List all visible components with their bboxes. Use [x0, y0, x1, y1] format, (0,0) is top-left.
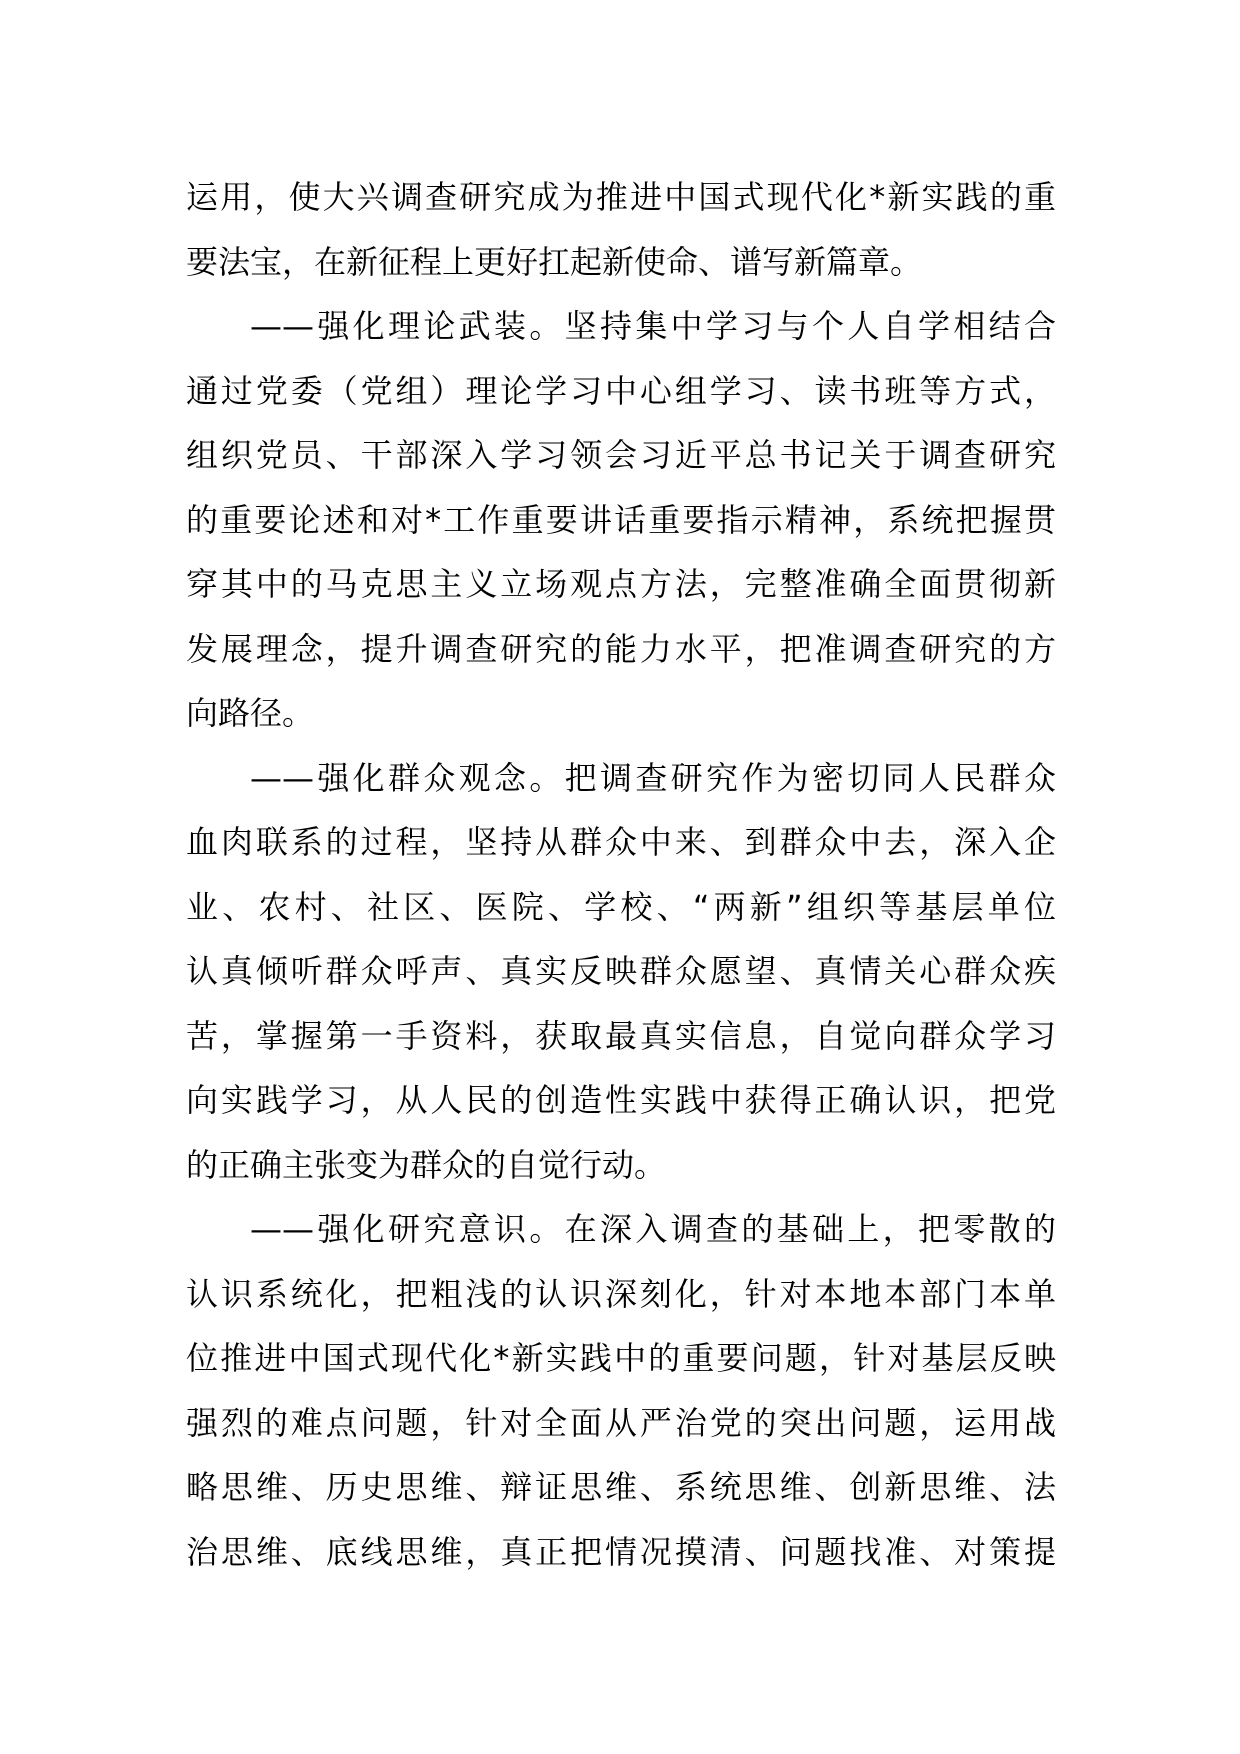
text-line: 向实践学习，从人民的创造性实践中获得正确认识，把党	[186, 1081, 1056, 1119]
text-line: 运用，使大兴调查研究成为推进中国式现代化*新实践的重	[186, 178, 1056, 216]
section-heading-line: ——强化群众观念。把调查研究作为密切同人民群众	[250, 758, 1056, 797]
text-line: 业、农村、社区、医院、学校、“两新”组织等基层单位	[186, 887, 1056, 926]
text-line: 的重要论述和对*工作重要讲话重要指示精神，系统把握贯	[186, 500, 1056, 539]
text-line: 向路径。	[186, 694, 315, 732]
text-line: 的正确主张变为群众的自觉行动。	[186, 1145, 667, 1184]
text-line: 治思维、底线思维，真正把情况摸清、问题找准、对策提	[186, 1532, 1056, 1571]
text-line: 组织党员、干部深入学习领会习近平总书记关于调查研究	[186, 436, 1056, 474]
section-heading-line: ——强化理论武装。坚持集中学习与个人自学相结合	[250, 307, 1056, 345]
text-line: 认识系统化，把粗浅的认识深刻化，针对本地本部门本单	[186, 1274, 1056, 1313]
text-line: 略思维、历史思维、辩证思维、系统思维、创新思维、法	[186, 1468, 1056, 1506]
document-body	[186, 165, 1056, 1584]
text-line: 认真倾听群众呼声、真实反映群众愿望、真情关心群众疾	[186, 952, 1056, 990]
text-line: 穿其中的马克思主义立场观点方法，完整准确全面贯彻新	[186, 565, 1056, 603]
text-line: 通过党委（党组）理论学习中心组学习、读书班等方式，	[186, 371, 1056, 410]
text-line: 苦，掌握第一手资料，获取最真实信息，自觉向群众学习	[186, 1016, 1056, 1055]
text-line: 血肉联系的过程，坚持从群众中来、到群众中去，深入企	[186, 823, 1056, 861]
text-line: 发展理念，提升调查研究的能力水平，把准调查研究的方	[186, 629, 1056, 668]
text-line: 要法宝，在新征程上更好扛起新使命、谱写新篇章。	[186, 242, 923, 281]
text-line: 强烈的难点问题，针对全面从严治党的突出问题，运用战	[186, 1403, 1056, 1442]
text-line: 位推进中国式现代化*新实践中的重要问题，针对基层反映	[186, 1339, 1056, 1377]
section-heading-line: ——强化研究意识。在深入调查的基础上，把零散的	[250, 1210, 1056, 1248]
